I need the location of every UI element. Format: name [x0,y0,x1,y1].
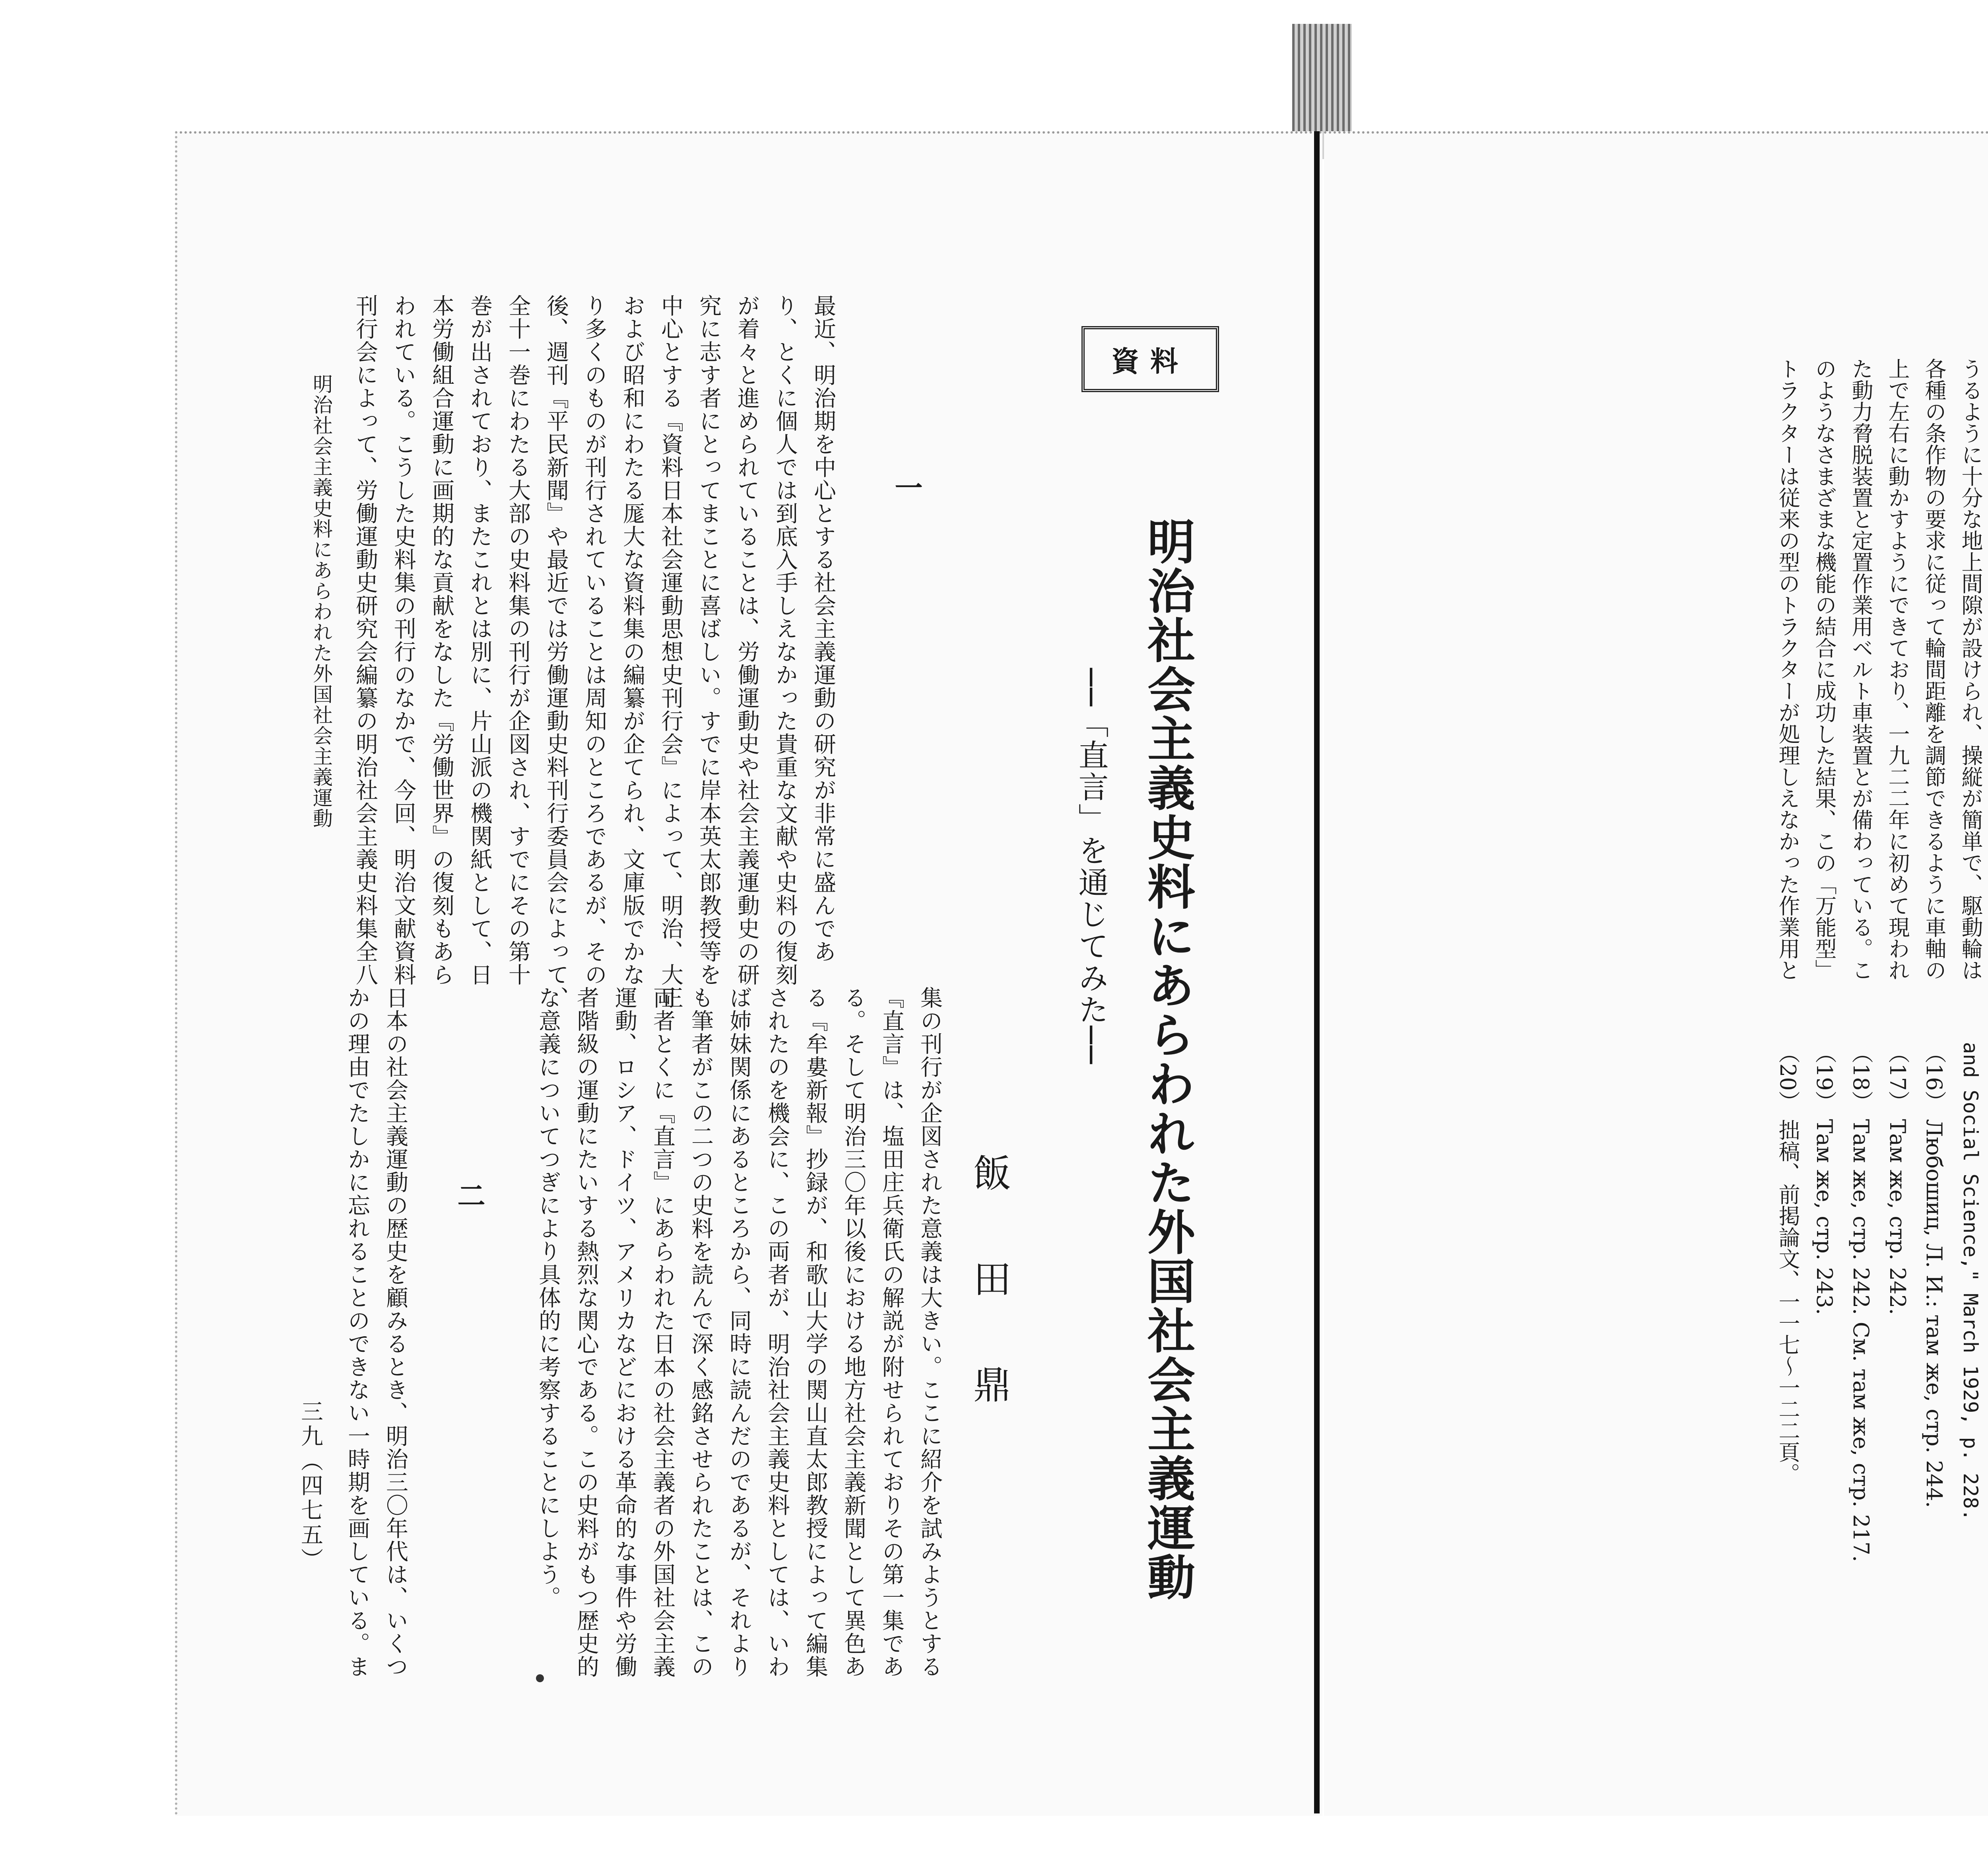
section-heading-1: 一 [890,473,923,501]
note-line: うるように十分な地上間隙が設けられ、操縦が簡単で、駆動輪は [1958,358,1983,981]
article-subtitle: ──「直言」を通じてみた── [1074,668,1109,1066]
body-line: 両者とくに『直言』にあらわれた日本の社会主義者の外国社会主義 [650,986,676,1678]
body-line: ば姉妹関係にあるところから、同時に読んだのであるが、それより [726,986,752,1678]
body-line: 最近、明治期を中心とする社会主義運動の研究が非常に盛んであ [810,294,836,963]
body-line: および昭和にわたる厖大な資料集の編纂が企てられ、文庫版でかな [619,294,645,986]
body-line: る『牟婁新報』抄録が、和歌山大学の関山直太郎教授によって編集 [802,986,828,1678]
body-line: な意義についてつぎにより具体的に考察することにしよう。 [535,986,561,1609]
body-line: 運動、ロシア、ドイツ、アメリカなどにおける革命的な事件や労働 [612,986,637,1678]
body-line: 集の刊行が企図された意義は大きい。ここに紹介を試みようとする [917,986,943,1678]
body-line: 全十一巻にわたる大部の史料集の刊行が企図され、すでにその第十 [505,294,531,986]
body-line: かの理由でたしかに忘れることのできない一時期を画している。ま [344,986,370,1678]
body-line: 『直言』は、塩田庄兵衛氏の解説が附せられておりその第一集であ [879,986,905,1678]
body-line: 後、週刊『平民新聞』や最近では労働運動史料刊行委員会によって、 [543,294,569,1009]
note-line: （18） Там же, стр. 242. См. там же, стр. 217. [1848,1042,1873,1562]
body-line: 究に志す者にとってまことに喜ばしい。すでに岸本英太郎教授等を [696,294,722,986]
body-line: 中心とする『資料日本社会運動思想史刊行会』によって、明治、大正 [658,294,683,1009]
body-line: り多くのものが刊行されていることは周知のところであるが、その [581,294,607,986]
note-line: （17） Там же, стр. 242. [1885,1042,1910,1315]
body-line: 者階級の運動にたいする熱烈な関心である。この史料がもつ歴史的 [573,986,599,1678]
body-line: も筆者がこの二つの史料を読んで深く感銘させられたことは、この [688,986,714,1678]
note-line: トラクターは従来の型のトラクターが処理しえなかった作業用と [1775,358,1800,981]
note-line: 上で左右に動かすようにできており、一九二二年に初めて現われ [1885,358,1910,981]
endnotes-upper [1769,358,1988,981]
body-line: 巻が出されており、またこれとは別に、片山派の機関紙として、日 [467,294,493,986]
endnotes-lower [1769,1042,1988,1718]
note-line: （16） Любошиц, Л. И.: там же, стр. 244. [1922,1042,1947,1508]
body-text-upper [346,294,842,1009]
author-name: 飯田鼎 [967,1153,1011,1471]
ink-dot [536,1674,544,1682]
body-line: が着々と進められていることは、労働運動史や社会主義運動史の研 [734,294,760,986]
note-line: 各種の条作物の要求に従って輪間距離を調節できるように車軸の [1922,358,1947,981]
running-head-left [302,374,340,829]
body-line: われている。こうした史料集の刊行のなかで、今回、明治文献資料 [390,294,416,986]
body-line: 日本の社会主義運動の歴史を顧みるとき、明治三〇年代は、いくつ [382,986,408,1678]
section-heading-2: 二 [453,1181,486,1209]
body-line: 本労働組合運動に画期的な貢献をなした『労働世界』の復刻もあら [429,294,454,986]
section-label [1081,326,1219,392]
body-text-section2 [338,986,414,1678]
note-line: and Social Science," March 1929, p. 228. [1959,1042,1982,1521]
body-line: り、とくに個人では到底入手しえなかった貴重な文献や史料の復刻 [772,294,798,986]
article-title: 明治社会主義史料にあらわれた外国社会主義運動 [1140,517,1196,1602]
page-number-left: 三九（四七五） [297,1400,323,1572]
note-line: （20） 拙稿、前掲論文、一一七〜一二二頁。 [1775,1042,1800,1484]
section-label-text: 資料 [1111,344,1189,378]
note-line: （19） Там же, стр. 243. [1812,1042,1837,1315]
note-line: のようなさまざまな機能の結合に成功した結果、この「万能型」 [1812,358,1837,981]
body-text-lower [529,986,949,1678]
body-line: る。そして明治三〇年以後における地方社会主義新聞として異色あ [841,986,866,1678]
body-line: 刊行会によって、労働運動史研究会編纂の明治社会主義史料集全八 [352,294,378,986]
running-head-text: 明治社会主義史料にあらわれた外国社会主義運動 [310,374,333,829]
body-line: されたのを機会に、この両者が、明治社会主義史料としては、いわ [764,986,790,1678]
page-gutter [1314,131,1320,1813]
note-line: た動力脅脱装置と定置作業用ベルト車装置とが備わっている。こ [1848,358,1873,981]
